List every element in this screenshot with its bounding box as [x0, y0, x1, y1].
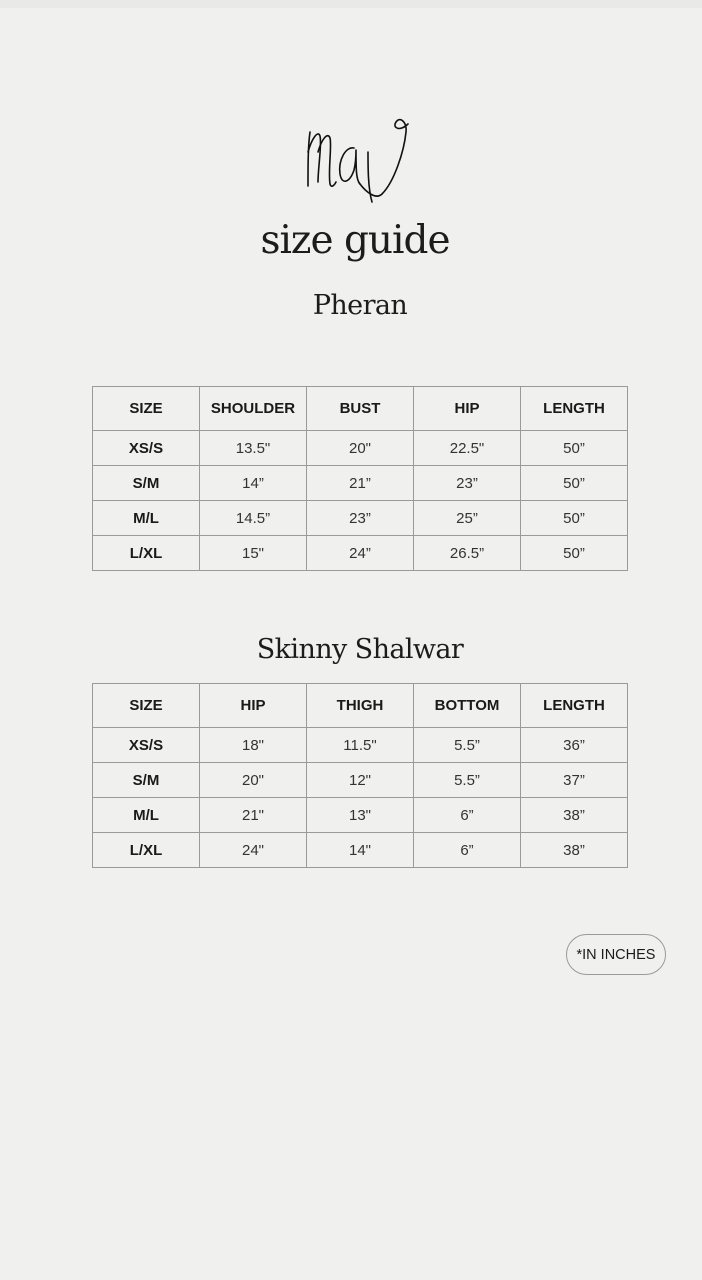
size-cell: S/M: [93, 763, 200, 798]
size-cell: L/XL: [93, 833, 200, 868]
measurement-cell: 38”: [521, 833, 628, 868]
table-row: [93, 833, 628, 868]
table-row: [93, 763, 628, 798]
column-header: SIZE: [93, 387, 200, 431]
pheran-section-title: Pheran: [312, 290, 408, 321]
measurement-cell: 18": [200, 728, 307, 763]
measurement-cell: 26.5”: [414, 536, 521, 571]
measurement-cell: 5.5”: [414, 728, 521, 763]
measurement-cell: 50”: [521, 501, 628, 536]
shalwar-section-title: Skinny Shalwar: [256, 634, 464, 665]
measurement-cell: 13.5": [200, 431, 307, 466]
measurement-cell: 22.5": [414, 431, 521, 466]
measurement-cell: 20": [200, 763, 307, 798]
measurement-cell: 13": [307, 798, 414, 833]
column-header: BOTTOM: [414, 684, 521, 728]
measurement-cell: 14.5”: [200, 501, 307, 536]
size-cell: M/L: [93, 501, 200, 536]
measurement-cell: 14”: [200, 466, 307, 501]
size-cell: M/L: [93, 798, 200, 833]
measurement-cell: 12": [307, 763, 414, 798]
column-header: LENGTH: [521, 387, 628, 431]
column-header: BUST: [307, 387, 414, 431]
shalwar-size-table: [92, 683, 628, 868]
brand-logo: [296, 112, 414, 208]
measurement-cell: 38”: [521, 798, 628, 833]
table-row: [93, 431, 628, 466]
measurement-cell: 23”: [414, 466, 521, 501]
column-header: HIP: [200, 684, 307, 728]
measurement-cell: 6”: [414, 833, 521, 868]
page-title: size guide: [260, 218, 450, 263]
table-header-row: [93, 387, 628, 431]
size-cell: XS/S: [93, 431, 200, 466]
measurement-cell: 50”: [521, 431, 628, 466]
measurement-cell: 20": [307, 431, 414, 466]
measurement-cell: 50”: [521, 466, 628, 501]
measurement-cell: 6”: [414, 798, 521, 833]
pheran-size-table: [92, 386, 628, 571]
column-header: THIGH: [307, 684, 414, 728]
size-cell: XS/S: [93, 728, 200, 763]
measurement-cell: 21”: [307, 466, 414, 501]
table-row: [93, 536, 628, 571]
measurement-cell: 50”: [521, 536, 628, 571]
measurement-cell: 37”: [521, 763, 628, 798]
table-row: [93, 798, 628, 833]
size-cell: S/M: [93, 466, 200, 501]
measurement-cell: 5.5”: [414, 763, 521, 798]
measurement-cell: 14": [307, 833, 414, 868]
column-header: HIP: [414, 387, 521, 431]
column-header: LENGTH: [521, 684, 628, 728]
units-badge: *IN INCHES: [566, 934, 666, 975]
measurement-cell: 24": [200, 833, 307, 868]
column-header: SHOULDER: [200, 387, 307, 431]
measurement-cell: 25”: [414, 501, 521, 536]
measurement-cell: 23”: [307, 501, 414, 536]
table-row: [93, 728, 628, 763]
table-header-row: [93, 684, 628, 728]
column-header: SIZE: [93, 684, 200, 728]
table-row: [93, 466, 628, 501]
size-cell: L/XL: [93, 536, 200, 571]
measurement-cell: 36”: [521, 728, 628, 763]
measurement-cell: 11.5": [307, 728, 414, 763]
measurement-cell: 15": [200, 536, 307, 571]
top-strip: [0, 0, 702, 8]
table-row: [93, 501, 628, 536]
measurement-cell: 21": [200, 798, 307, 833]
measurement-cell: 24”: [307, 536, 414, 571]
